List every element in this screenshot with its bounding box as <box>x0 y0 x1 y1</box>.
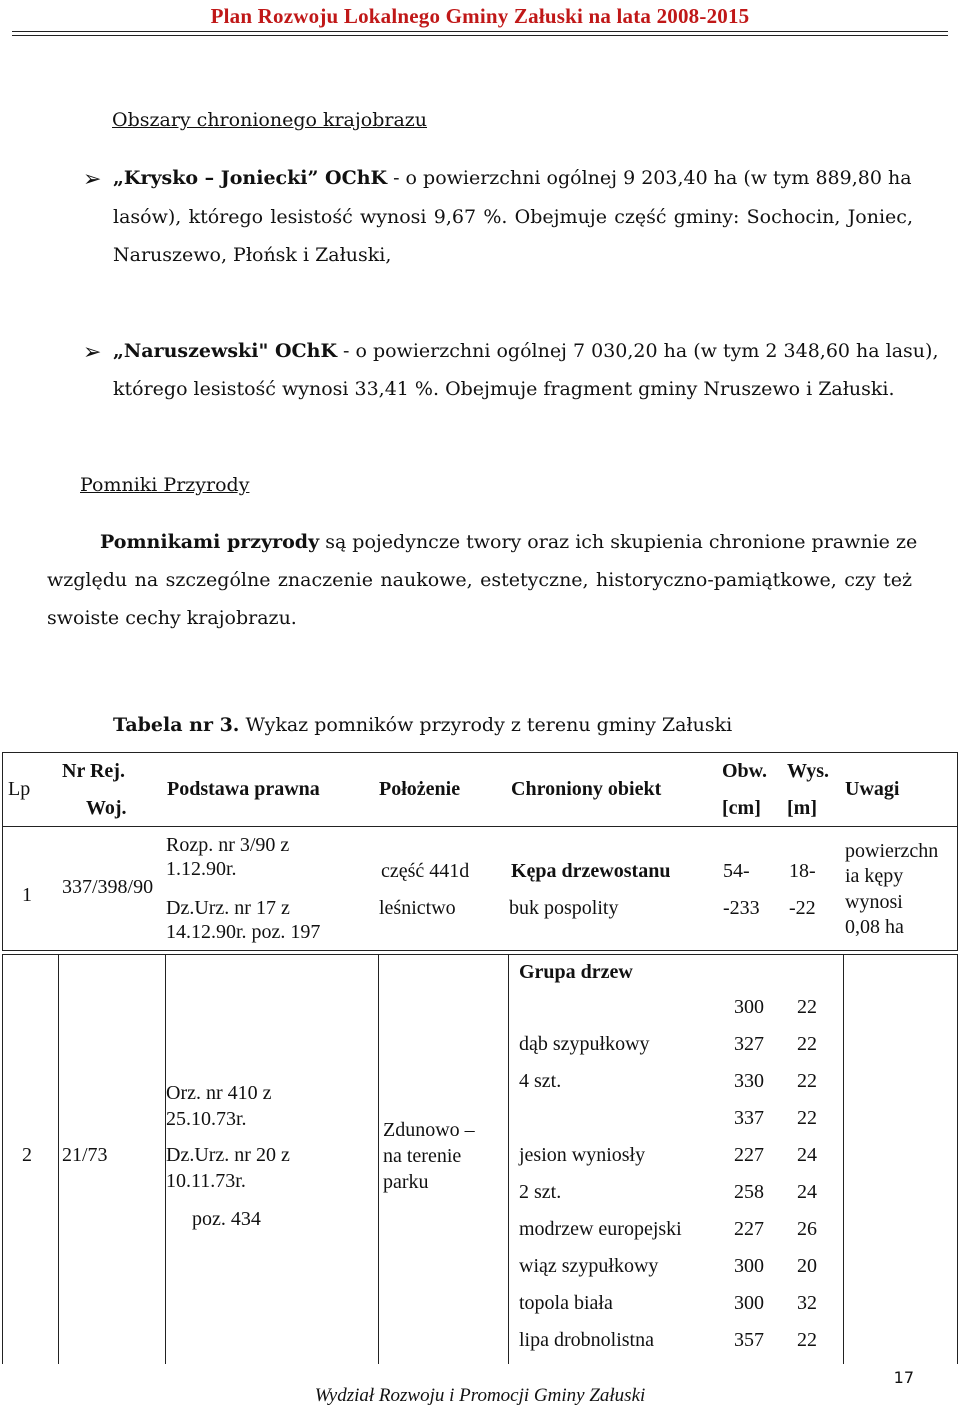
table-col-divider <box>508 954 509 1364</box>
pomniki-line3: swoiste cechy krajobrazu. <box>47 607 297 629</box>
tree-wys: 22 <box>797 1107 817 1129</box>
row1-wys-1: 18- <box>789 860 816 882</box>
tree-wys: 26 <box>797 1218 817 1240</box>
item1-line3: Naruszewo, Płońsk i Załuski, <box>113 244 392 266</box>
row1-wys-2: -22 <box>789 897 816 919</box>
row1-podstawa-1: Rozp. nr 3/90 z <box>166 834 290 856</box>
item1-name: „Krysko – Joniecki” OChK <box>113 167 388 189</box>
tree-wys: 20 <box>797 1255 817 1277</box>
table-row2-top <box>2 954 958 955</box>
table-caption: Tabela nr 3. Wykaz pomników przyrody z terenu gminy Załuski <box>113 714 733 736</box>
row2-polozenie-1: Zdunowo – <box>383 1119 475 1141</box>
pomniki-line1: Pomnikami przyrody są pojedyncze twory oraz ich skupienia chronione prawnie ze <box>100 531 918 553</box>
header-polozenie: Położenie <box>379 778 461 800</box>
section-heading-pomniki: Pomniki Przyrody <box>80 474 250 496</box>
row1-obiekt-1: Kępa drzewostanu <box>511 860 671 882</box>
row1-uwagi-3: wynosi <box>845 891 903 913</box>
tree-wys: 22 <box>797 1070 817 1092</box>
tree-wys: 32 <box>797 1292 817 1314</box>
tree-obiekt: 2 szt. <box>519 1181 562 1203</box>
row1-podstawa-2: 1.12.90r. <box>166 858 237 880</box>
item2-line1: „Naruszewski" OChK - o powierzchni ogólnej 7 030,20 ha (w tym 2 348,60 ha lasu), <box>113 340 939 362</box>
header-rule-thin <box>12 35 948 36</box>
tree-obw: 300 <box>734 1292 764 1314</box>
header-nr-line2: Woj. <box>86 797 127 819</box>
row1-uwagi-4: 0,08 ha <box>845 916 904 938</box>
header-nr-line1: Nr Rej. <box>62 760 125 782</box>
tree-obiekt: dąb szypułkowy <box>519 1033 650 1055</box>
row1-podstawa-4: 14.12.90r. poz. 197 <box>166 921 321 943</box>
table-row2-border-right <box>957 954 958 1364</box>
header-uwagi: Uwagi <box>845 778 900 800</box>
table-border-right <box>957 752 958 950</box>
header-wys-line1: Wys. <box>787 760 830 782</box>
tree-obiekt: lipa drobnolistna <box>519 1329 654 1351</box>
tree-obw: 327 <box>734 1033 764 1055</box>
row2-polozenie-2: na terenie <box>383 1145 462 1167</box>
row2-podstawa-4: 10.11.73r. <box>166 1170 246 1192</box>
tree-wys: 24 <box>797 1144 817 1166</box>
header-podstawa: Podstawa prawna <box>167 778 320 800</box>
table-header-bottom <box>2 826 958 827</box>
item2-name: „Naruszewski" OChK <box>113 340 337 362</box>
tree-wys: 22 <box>797 996 817 1018</box>
header-wys-line2: [m] <box>787 797 817 819</box>
tree-obw: 227 <box>734 1144 764 1166</box>
table-row2-border-left <box>2 954 3 1364</box>
tree-obw: 300 <box>734 1255 764 1277</box>
header-obw-line1: Obw. <box>722 760 768 782</box>
table-row1-bottom <box>2 950 958 951</box>
row1-lp: 1 <box>22 884 32 906</box>
row2-podstawa-5: poz. 434 <box>192 1208 261 1230</box>
row1-obw-2: -233 <box>723 897 760 919</box>
row2-podstawa-3: Dz.Urz. nr 20 z <box>166 1144 290 1166</box>
row1-nr: 337/398/90 <box>62 876 154 898</box>
tree-obw: 227 <box>734 1218 764 1240</box>
row2-nr: 21/73 <box>62 1144 108 1166</box>
row2-podstawa-1: Orz. nr 410 z <box>166 1082 272 1104</box>
tree-obw: 300 <box>734 996 764 1018</box>
document-footer: Wydział Rozwoju i Promocji Gminy Załuski <box>314 1385 646 1406</box>
item1-line1: „Krysko – Joniecki” OChK - o powierzchni ogólnej 9 203,40 ha (w tym 889,80 ha <box>113 167 912 189</box>
tree-obw: 337 <box>734 1107 764 1129</box>
table-border-top <box>2 752 958 753</box>
bullet-arrow-icon: ➢ <box>83 340 102 365</box>
table-col-divider <box>378 954 379 1364</box>
page-number: 17 <box>893 1368 914 1387</box>
row2-polozenie-3: parku <box>383 1171 429 1193</box>
item1-line2: lasów), którego lesistość wynosi 9,67 %. Obejmuje część gminy: Sochocin, Joniec, <box>113 206 913 228</box>
row1-podstawa-3: Dz.Urz. nr 17 z <box>166 897 290 919</box>
tree-obiekt: modrzew europejski <box>519 1218 682 1240</box>
header-lp: Lp <box>8 778 31 800</box>
tree-obiekt: 4 szt. <box>519 1070 562 1092</box>
row1-polozenie-2: leśnictwo <box>379 897 456 919</box>
item2-line2: którego lesistość wynosi 33,41 %. Obejmuje fragment gminy Nruszewo i Załuski. <box>113 378 895 400</box>
tree-obw: 330 <box>734 1070 764 1092</box>
row2-podstawa-2: 25.10.73r. <box>166 1108 247 1130</box>
header-obw-line2: [cm] <box>722 797 761 819</box>
row2-group-title: Grupa drzew <box>519 961 633 983</box>
bullet-arrow-icon: ➢ <box>83 167 102 192</box>
tree-obiekt: topola biała <box>519 1292 613 1314</box>
row1-obw-1: 54- <box>723 860 750 882</box>
table-col-divider <box>58 954 59 1364</box>
header-rule <box>12 31 948 32</box>
tree-obiekt: jesion wyniosły <box>519 1144 646 1166</box>
row2-lp: 2 <box>22 1144 32 1166</box>
tree-obiekt: wiąz szypułkowy <box>519 1255 659 1277</box>
row1-uwagi-2: ia kępy <box>845 865 904 887</box>
tree-obw: 258 <box>734 1181 764 1203</box>
row1-uwagi-1: powierzchn <box>845 840 939 862</box>
section-heading-ochk: Obszary chronionego krajobrazu <box>112 109 428 131</box>
tree-wys: 22 <box>797 1033 817 1055</box>
tree-obw: 357 <box>734 1329 764 1351</box>
row1-obiekt-2: buk pospolity <box>509 897 619 919</box>
tree-wys: 24 <box>797 1181 817 1203</box>
row1-polozenie-1: część 441d <box>381 860 470 882</box>
table-col-divider <box>843 954 844 1364</box>
pomniki-line2: względu na szczególne znaczenie naukowe, estetyczne, historyczno-pamiątkowe, czy też <box>47 569 912 591</box>
table-border-left <box>2 752 3 950</box>
document-header: Plan Rozwoju Lokalnego Gminy Załuski na lata 2008-2015 <box>210 4 750 28</box>
header-obiekt: Chroniony obiekt <box>511 778 662 800</box>
tree-wys: 22 <box>797 1329 817 1351</box>
